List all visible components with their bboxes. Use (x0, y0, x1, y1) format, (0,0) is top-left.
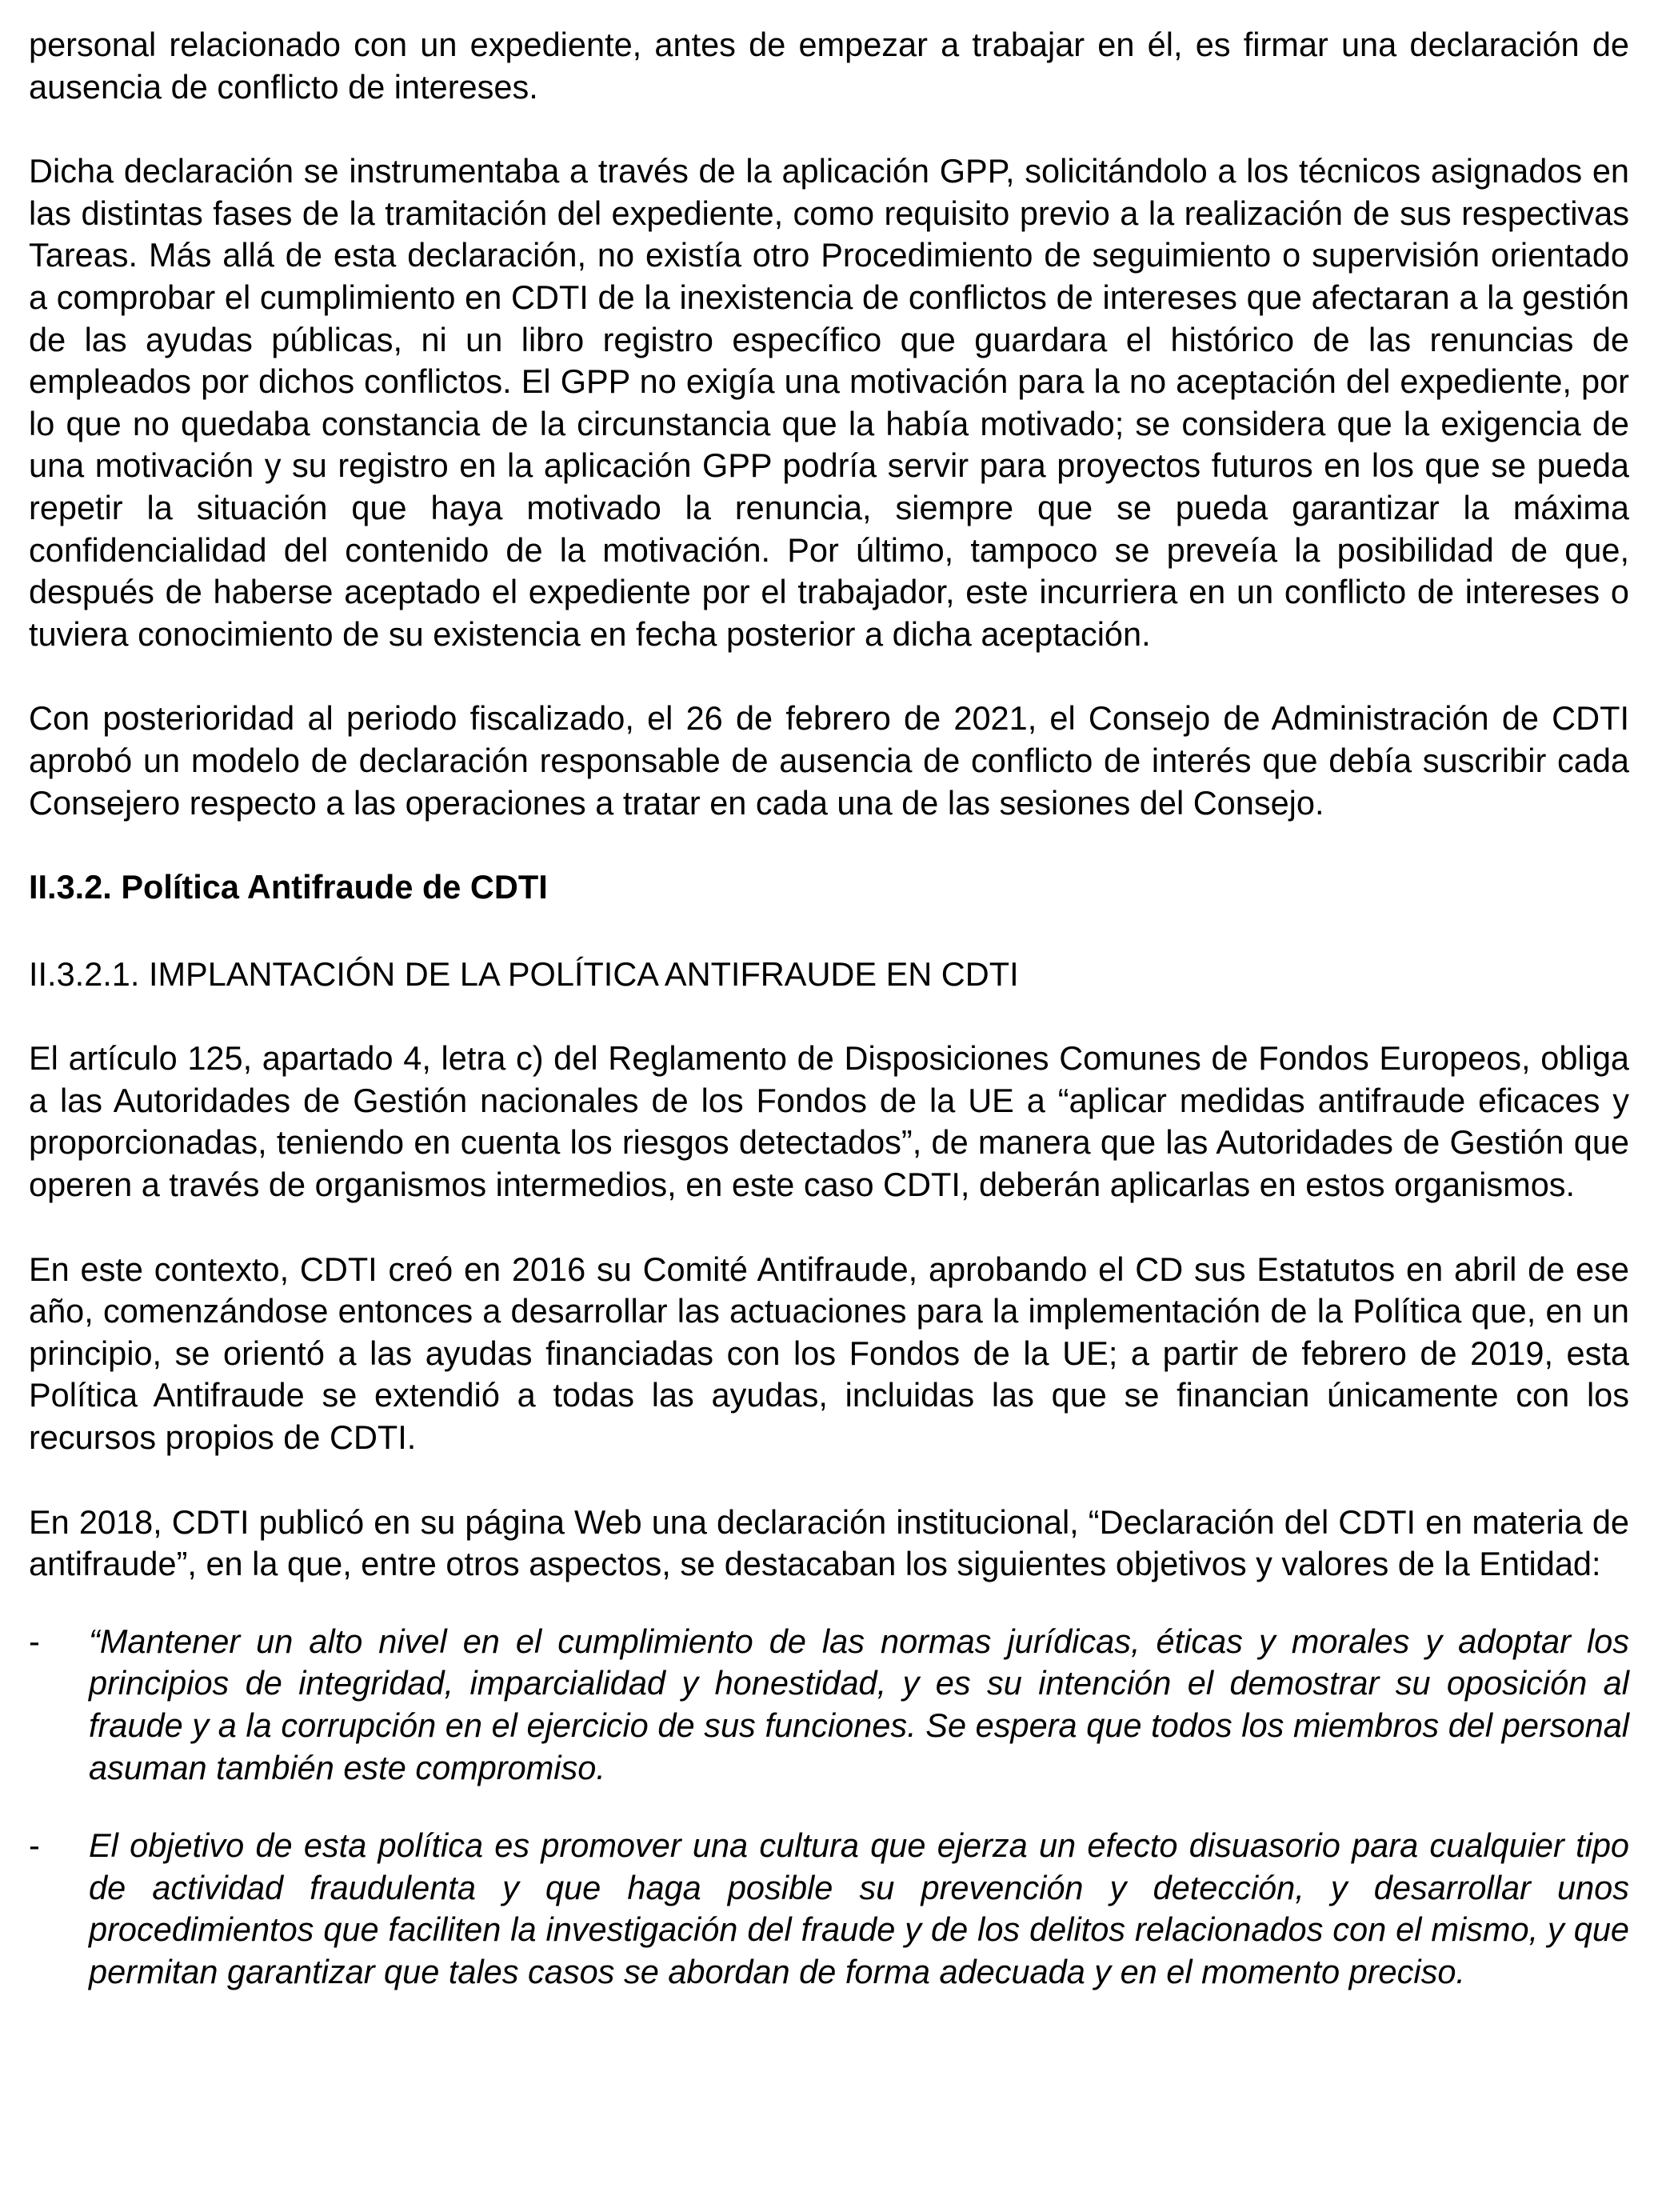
paragraph-5: En este contexto, CDTI creó en 2016 su Comité Antifraude, aprobando el CD sus Estatutos en abril de ese año, comenzándose entonces a desarrollar las actuaciones para la implementación de la Política que, en un principio, se orientó a las ayudas financiadas con los Fondos de la UE; a partir de febrero de 2019, esta Política Antifraude se extendió a todas las ayudas, incluidas las que se financian únicamente con los recursos propios de CDTI. (29, 1250, 1629, 1457)
objectives-list (29, 1621, 1629, 1994)
list-item-text: El objetivo de esta política es promover una cultura que ejerza un efecto disuasorio para cualquier tipo de actividad fraudulenta y que haga posible su prevención y detección, y desarrollar unos procedimientos que faciliten la investigación del fraude y de los delitos relacionados con el mismo, y que permitan garantizar que tales casos se abordan de forma adecuada y en el momento preciso. (89, 1826, 1629, 1990)
list-item (29, 1621, 1629, 1789)
list-item (29, 1825, 1629, 1993)
paragraph-1: personal relacionado con un expediente, antes de empezar a trabajar en él, es firmar una declaración de ausencia de conflicto de intereses. (29, 26, 1629, 106)
list-bullet: - (29, 1826, 40, 1865)
paragraph-6: En 2018, CDTI publicó en su página Web una declaración institucional, “Declaración del CDTI en materia de antifraude”, en la que, entre otros aspectos, se destacaban los siguientes objetivos y valores de la Entidad: (29, 1502, 1629, 1583)
paragraph-2: Dicha declaración se instrumentaba a través de la aplicación GPP, solicitándolo a los técnicos asignados en las distintas fases de la tramitación del expediente, como requisito previo a la realización de sus respectivas Tareas. Más allá de esta declaración, no existía otro Procedimiento de seguimiento o supervisión orientado a comprobar el cumplimiento en CDTI de la inexistencia de conflictos de intereses que afectaran a la gestión de las ayudas públicas, ni un libro registro específico que guardara el histórico de las renuncias de empleados por dichos conflictos. El GPP no exigía una motivación para la no aceptación del expediente, por lo que no quedaba constancia de la circunstancia que la había motivado; se considera que la exigencia de una motivación y su registro en la aplicación GPP podría servir para proyectos futuros en los que se pueda repetir la situación que haya motivado la renuncia, siempre que se pueda garantizar la máxima confidencialidad del contenido de la motivación. Por último, tampoco se preveía la posibilidad de que, después de haberse aceptado el expediente por el trabajador, este incurriera en un conflicto de intereses o tuviera conocimiento de su existencia en fecha posterior a dicha aceptación. (29, 152, 1629, 653)
paragraph-4: El artículo 125, apartado 4, letra c) del Reglamento de Disposiciones Comunes de Fondos Europeos, obliga a las Autoridades de Gestión nacionales de los Fondos de la UE a “aplicar medidas antifraude eficaces y proporcionadas, teniendo en cuenta los riesgos detectados”, de manera que las Autoridades de Gestión que operen a través de organismos intermedios, en este caso CDTI, deberán aplicarlas en estos organismos. (29, 1039, 1629, 1204)
section-subheading: II.3.2.1. IMPLANTACIÓN DE LA POLÍTICA ANTIFRAUDE EN CDTI (29, 954, 1019, 993)
list-bullet: - (29, 1622, 40, 1660)
paragraph-3: Con posterioridad al periodo fiscalizado, el 26 de febrero de 2021, el Consejo de Administración de CDTI aprobó un modelo de declaración responsable de ausencia de conflicto de interés que debía suscribir cada Consejero respecto a las operaciones a tratar en cada una de las sesiones del Consejo. (29, 699, 1629, 822)
list-item-text: “Mantener un alto nivel en el cumplimiento de las normas jurídicas, éticas y morales y adoptar los principios de integridad, imparcialidad y honestidad, y es su intención el demostrar su oposición al fraude y a la corrupción en el ejercicio de sus funciones. Se espera que todos los miembros del personal asuman también este compromiso. (89, 1622, 1629, 1786)
document-page (29, 24, 1629, 1994)
section-heading: II.3.2. Política Antifraude de CDTI (29, 868, 548, 906)
